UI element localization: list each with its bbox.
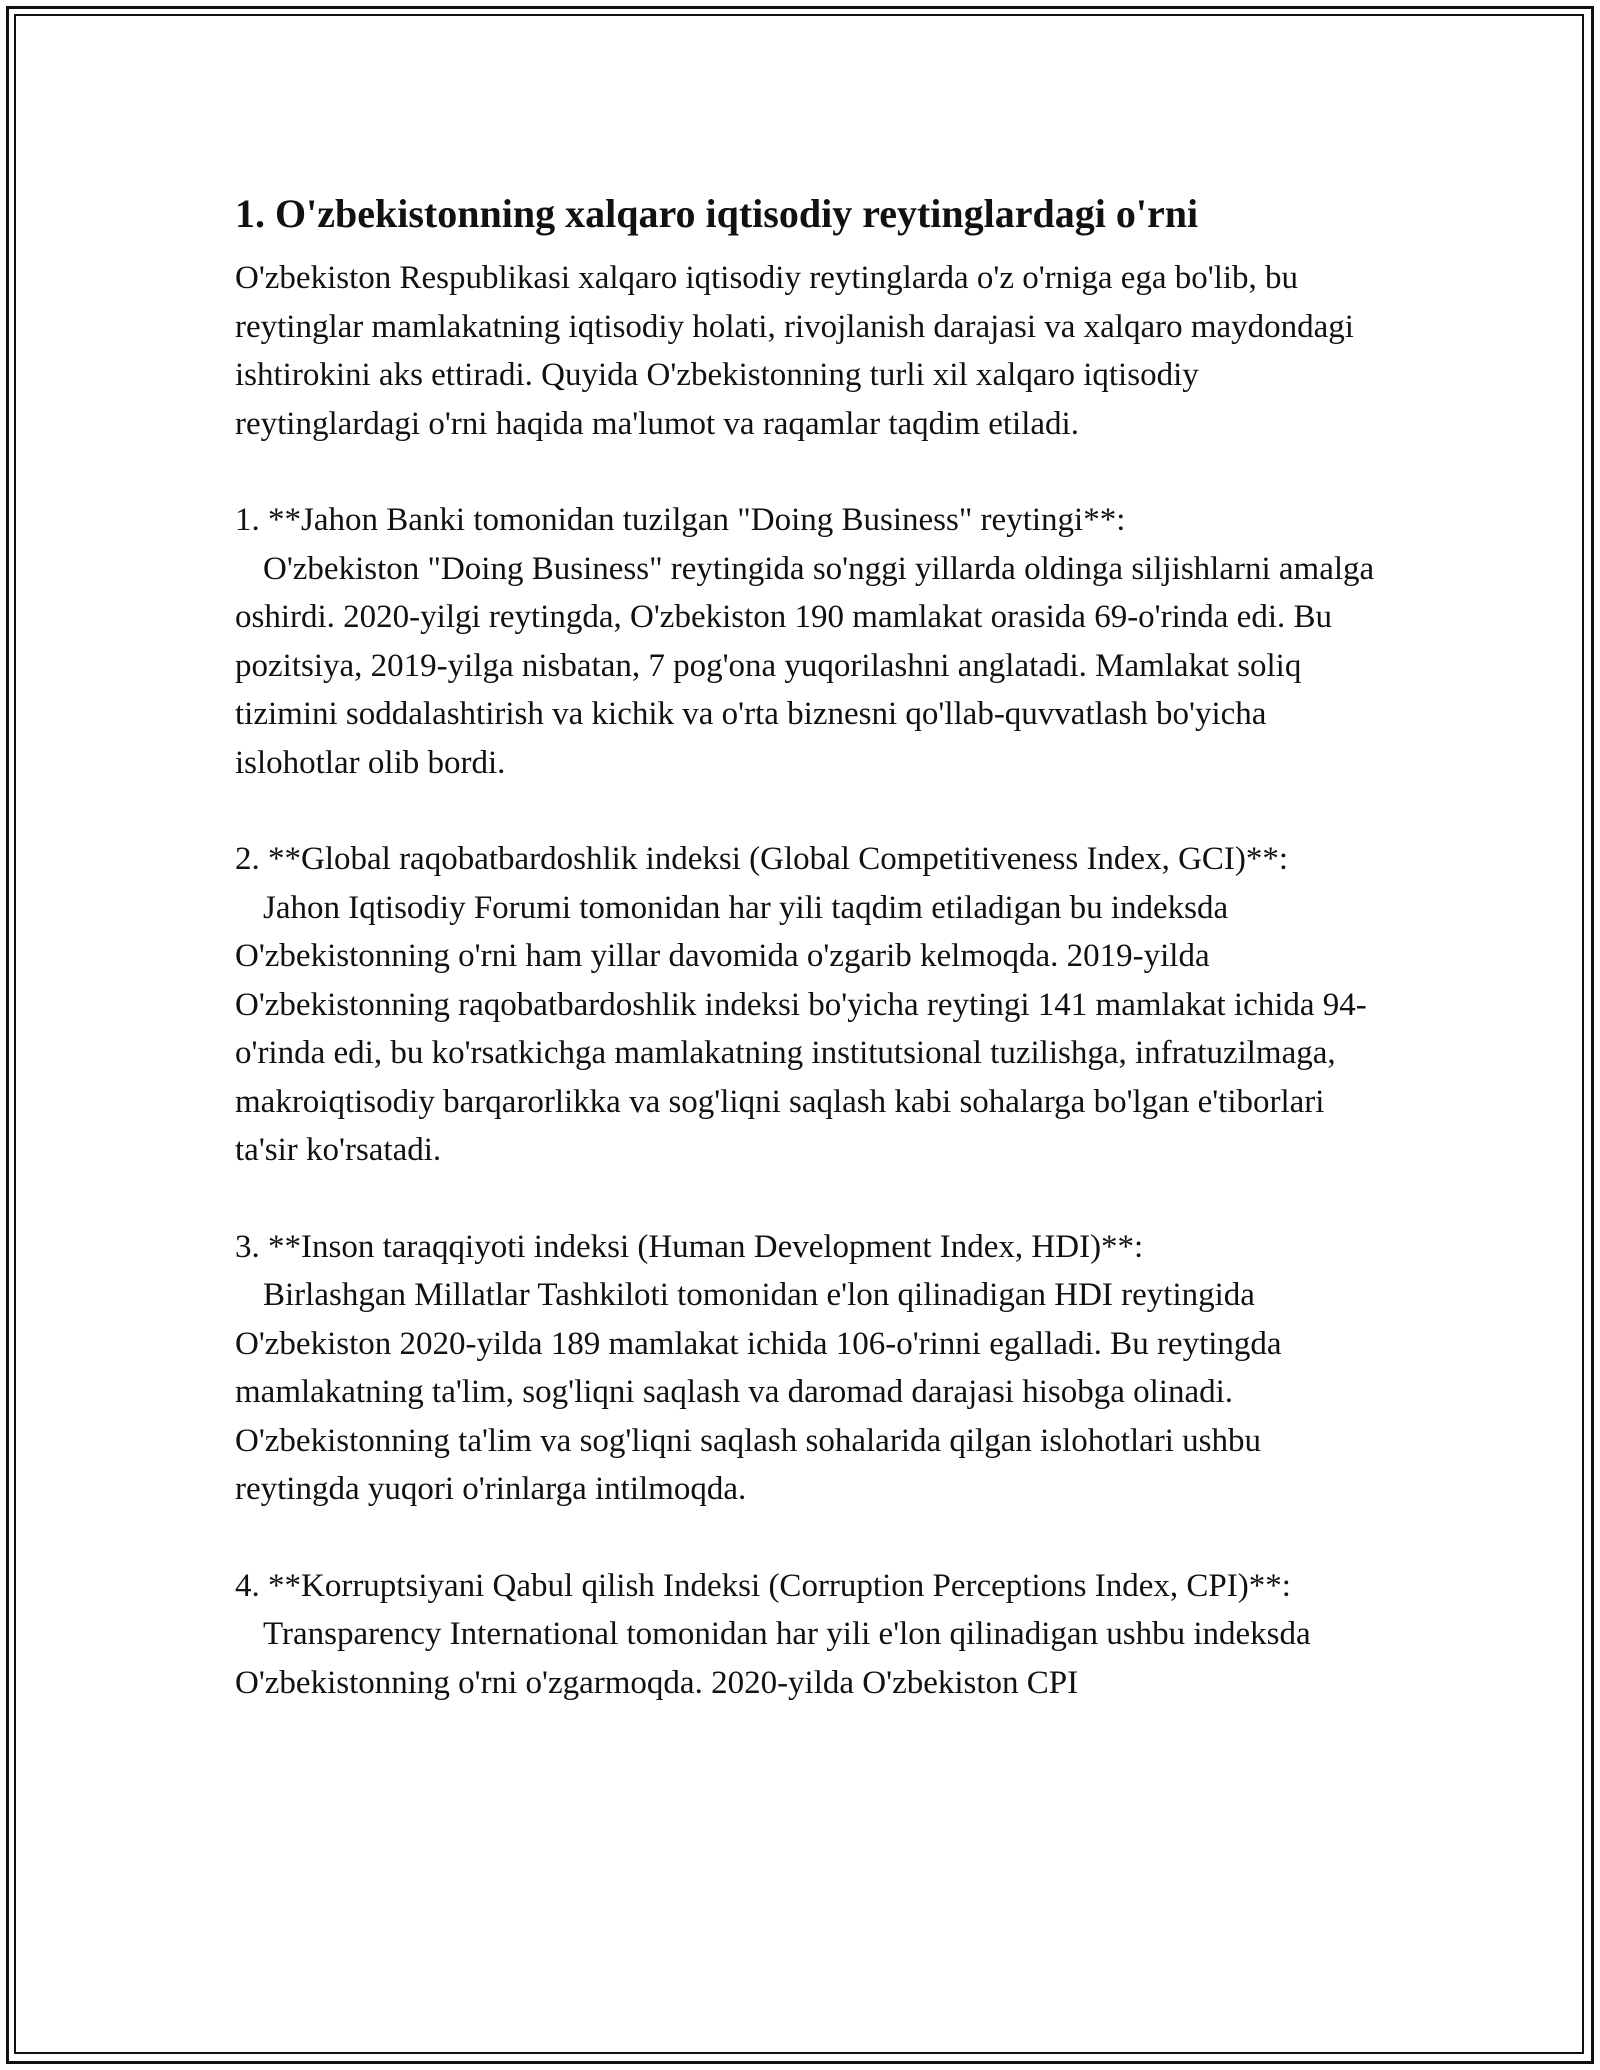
list-item-cpi bbox=[235, 1562, 1375, 1708]
list-item-title: 3. **Inson taraqqiyoti indeksi (Human Development Index, HDI)**: bbox=[235, 1228, 1144, 1265]
list-item-body: Birlashgan Millatlar Tashkiloti tomonidan e'lon qilinadigan HDI reytingida O'zbekiston 2020-yilda 189 mamlakat ichida 106-o'rinni egalladi. Bu reytingda mamlakatning ta'lim, sog'liqni saqlash va daromad darajasi hisobga olinadi. O'zbekistonning ta'lim va sog'liqni saqlash sohalarida qilgan islohotlari ushbu reytingda yuqori o'rinlarga intilmoqda. bbox=[235, 1277, 1282, 1507]
list-item-gci bbox=[235, 835, 1375, 1175]
list-item-body: Transparency International tomonidan har yili e'lon qilinadigan ushbu indeksda O'zbekistonning o'rni o'zgarmoqda. 2020-yilda O'zbekiston CPI bbox=[235, 1616, 1311, 1701]
list-item-title: 4. **Korruptsiyani Qabul qilish Indeksi (Corruption Perceptions Index, CPI)**: bbox=[235, 1567, 1291, 1604]
list-item-title: 2. **Global raqobatbardoshlik indeksi (Global Competitiveness Index, GCI)**: bbox=[235, 841, 1289, 877]
list-item-doing-business bbox=[235, 496, 1375, 787]
list-item-body: Jahon Iqtisodiy Forumi tomonidan har yili taqdim etiladigan bu indeksda O'zbekistonning o'rni ham yillar davomida o'zgarib kelmoqda. 2019-yilda O'zbekistonning raqobatbardoshlik indeksi bo'yicha reytingi 141 mamlakat ichida 94-o'rinda edi, bu ko'rsatkichga mamlakatning institutsional tuzilishga, infratuzilmaga, makroiqtisodiy barqarorlikka va sog'liqni saqlash kabi sohalarga bo'lgan e'tiborlari ta'sir ko'rsatadi. bbox=[235, 889, 1367, 1168]
intro-paragraph: O'zbekiston Respublikasi xalqaro iqtisodiy reytinglarda o'z o'rniga ega bo'lib, bu reytinglar mamlakatning iqtisodiy holati, rivojlanish darajasi va xalqaro maydondagi ishtirokini aks ettiradi. Quyida O'zbekistonning turli xil xalqaro iqtisodiy reytinglardagi o'rni haqida ma'lumot va raqamlar taqdim etiladi. bbox=[235, 260, 1363, 442]
section-heading: 1. O'zbekistonning xalqaro iqtisodiy reytinglardagi o'rni bbox=[235, 191, 1199, 236]
document-body bbox=[235, 186, 1375, 1755]
list-item-title: 1. **Jahon Banki tomonidan tuzilgan "Doing Business" reytingi**: bbox=[235, 502, 1126, 538]
list-item-hdi bbox=[235, 1223, 1375, 1514]
list-item-body: O'zbekiston "Doing Business" reytingida so'nggi yillarda oldinga siljishlarni amalga oshirdi. 2020-yilgi reytingda, O'zbekiston 190 mamlakat orasida 69-o'rinda edi. Bu pozitsiya, 2019-yilga nisbatan, 7 pog'ona yuqorilashni anglatadi. Mamlakat soliq tizimini soddalashtirish va kichik va o'rta biznesni qo'llab-quvvatlash bo'yicha islohotlar olib bordi. bbox=[235, 550, 1375, 781]
